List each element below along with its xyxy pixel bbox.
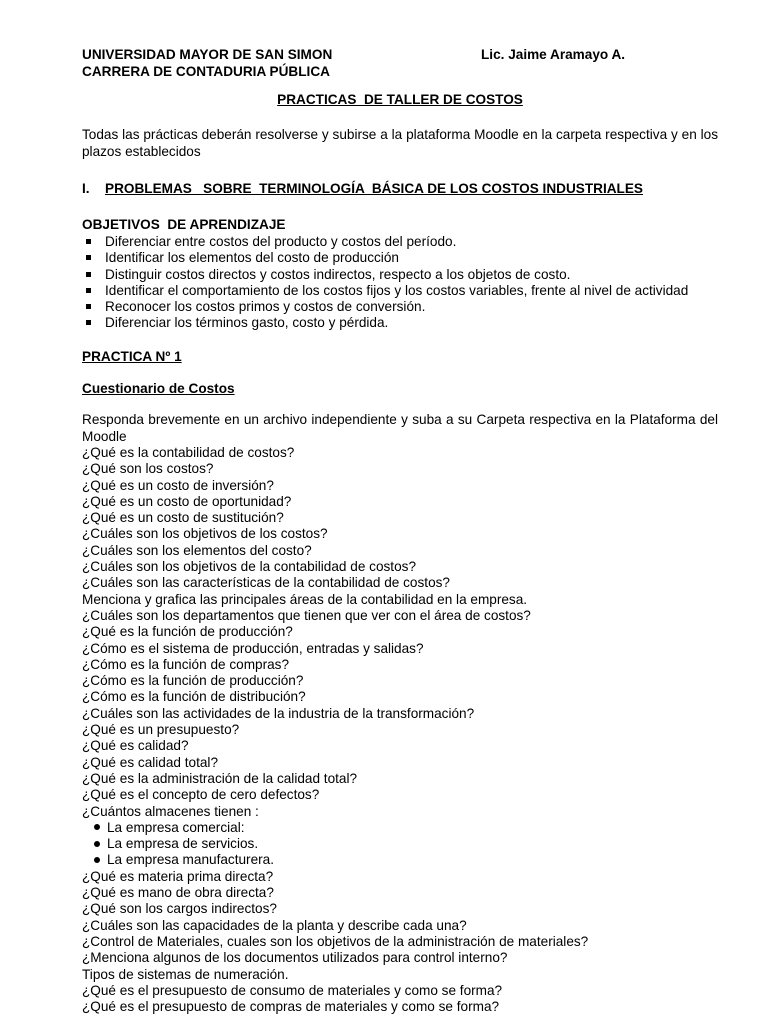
list-item: ¿Qué es un costo de oportunidad? bbox=[82, 493, 292, 509]
bullet-dot-icon bbox=[94, 841, 100, 847]
instructor-name: Lic. Jaime Aramayo A. bbox=[481, 47, 626, 62]
list-item: ¿Cuáles son las capacidades de la planta y describe cada una? bbox=[82, 917, 467, 933]
list-item: Menciona y grafica las principales áreas de la contabilidad en la empresa. bbox=[82, 591, 528, 607]
list-item: ¿Cómo es la función de distribución? bbox=[82, 689, 306, 705]
list-item: Diferenciar entre costos del producto y costos del período. bbox=[82, 234, 688, 250]
list-item: ¿Qué es la función de producción? bbox=[82, 624, 293, 640]
list-item: Tipos de sistemas de numeración. bbox=[82, 966, 289, 982]
section-number: I. bbox=[82, 181, 90, 196]
list-item: Identificar los elementos del costo de producción bbox=[82, 250, 688, 266]
bullet-square-icon bbox=[86, 304, 91, 309]
sub-list-item: La empresa comercial: bbox=[82, 820, 588, 836]
bullet-square-icon bbox=[86, 255, 91, 260]
list-item: ¿Cuáles son los elementos del costo? bbox=[82, 542, 312, 558]
list-item: ¿Qué es el presupuesto de compras de materiales y como se forma? bbox=[82, 999, 500, 1015]
list-item: ¿Cuáles son las características de la contabilidad de costos? bbox=[82, 575, 450, 591]
list-item: ¿Qué son los cargos indirectos? bbox=[82, 901, 277, 917]
list-item: ¿Qué son los costos? bbox=[82, 461, 214, 477]
practice-subheading: Cuestionario de Costos bbox=[82, 381, 235, 396]
document-title: PRACTICAS DE TALLER DE COSTOS bbox=[277, 92, 523, 107]
list-item: ¿Qué es la administración de la calidad total? bbox=[82, 770, 358, 786]
questions-list bbox=[82, 445, 588, 1015]
list-item: ¿Menciona algunos de los documentos utilizados para control interno? bbox=[82, 950, 508, 966]
list-item: Identificar el comportamiento de los costos fijos y los costos variables, frente al nivel de actividad bbox=[82, 283, 688, 299]
sub-list-item: La empresa de servicios. bbox=[82, 836, 588, 852]
list-item: ¿Qué es la contabilidad de costos? bbox=[82, 445, 295, 460]
list-item: ¿Qué es materia prima directa? bbox=[82, 868, 274, 884]
intro-paragraph: Todas las prácticas deberán resolverse y subirse a la plataforma Moodle en la carpeta respectiva y en los plazos establecidos bbox=[82, 127, 718, 159]
list-item: ¿Qué es un costo de inversión? bbox=[82, 477, 274, 493]
list-item: ¿Cuáles son los objetivos de los costos? bbox=[82, 526, 328, 542]
list-item: ¿Cuáles son los departamentos que tienen que ver con el área de costos? bbox=[82, 607, 531, 623]
list-item: ¿Cómo es la función de producción? bbox=[82, 673, 304, 689]
bullet-dot-icon bbox=[94, 824, 100, 830]
bullet-dot-icon bbox=[94, 857, 100, 863]
list-item: ¿Cómo es la función de compras? bbox=[82, 656, 290, 672]
list-item: ¿Qué es el concepto de cero defectos? bbox=[82, 787, 320, 803]
list-item: ¿Qué es un costo de sustitución? bbox=[82, 510, 284, 526]
bullet-square-icon bbox=[86, 272, 91, 277]
practice-heading: PRACTICA Nº 1 bbox=[82, 349, 182, 364]
sub-list-item: La empresa manufacturera. bbox=[82, 852, 588, 868]
list-item: ¿Cuáles son los objetivos de la contabilidad de costos? bbox=[82, 559, 417, 575]
list-item: ¿Cómo es el sistema de producción, entradas y salidas? bbox=[82, 640, 424, 656]
list-item: ¿Cuáles son las actividades de la industria de la transformación? bbox=[82, 705, 475, 721]
bullet-square-icon bbox=[86, 239, 91, 244]
list-item: ¿Cuántos almacenes tienen : bbox=[82, 803, 259, 819]
list-item: ¿Qué es calidad? bbox=[82, 738, 189, 754]
list-item: ¿Qué es un presupuesto? bbox=[82, 722, 240, 738]
list-item: Diferenciar los términos gasto, costo y pérdida. bbox=[82, 315, 688, 331]
university-name: UNIVERSIDAD MAYOR DE SAN SIMON bbox=[82, 47, 333, 62]
objectives-list bbox=[82, 234, 688, 332]
section-title: PROBLEMAS SOBRE TERMINOLOGÍA BÁSICA DE LOS COSTOS INDUSTRIALES bbox=[105, 181, 643, 196]
bullet-square-icon bbox=[86, 288, 91, 293]
bullet-square-icon bbox=[86, 320, 91, 325]
list-item: Distinguir costos directos y costos indirectos, respecto a los objetos de costo. bbox=[82, 267, 688, 283]
list-item: ¿Qué es el presupuesto de consumo de materiales y como se forma? bbox=[82, 982, 503, 998]
objectives-heading: OBJETIVOS DE APRENDIZAJE bbox=[82, 217, 286, 232]
practice-instruction: Responda brevemente en un archivo independiente y suba a su Carpeta respectiva en la Plataforma del Moodle bbox=[82, 412, 718, 444]
list-item: Reconocer los costos primos y costos de conversión. bbox=[82, 299, 688, 315]
list-item: ¿Control de Materiales, cuales son los objetivos de la administración de materiales? bbox=[82, 933, 589, 949]
list-item: ¿Qué es mano de obra directa? bbox=[82, 885, 274, 901]
career-name: CARRERA DE CONTADURIA PÚBLICA bbox=[82, 64, 330, 79]
list-item: ¿Qué es calidad total? bbox=[82, 754, 219, 770]
